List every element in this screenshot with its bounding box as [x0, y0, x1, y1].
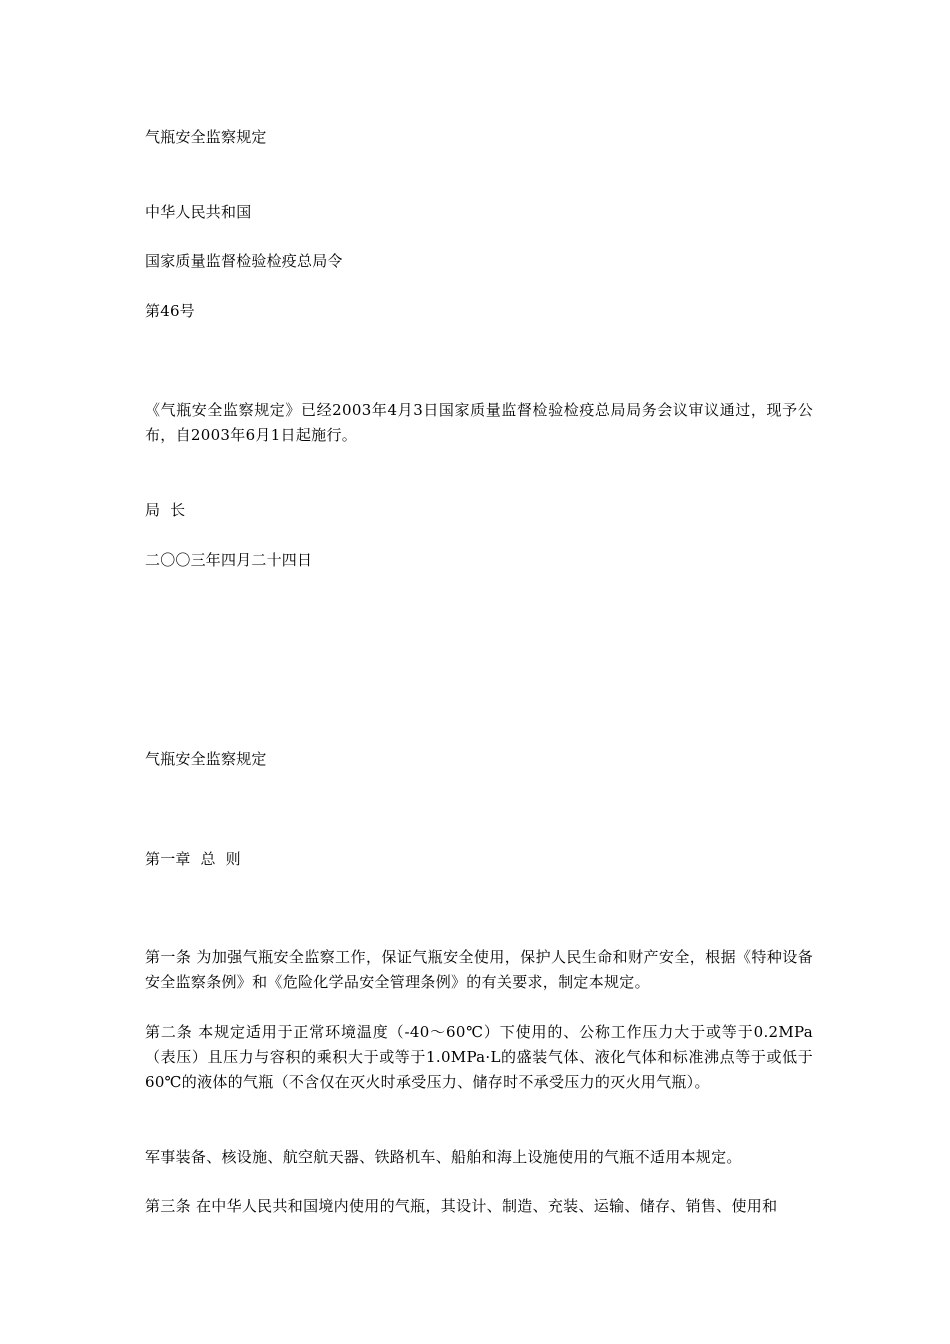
article-2-exclusion: 军事装备、核设施、航空航天器、铁路机车、船舶和海上设施使用的气瓶不适用本规定。	[145, 1148, 742, 1166]
article-1: 第一条 为加强气瓶安全监察工作，保证气瓶安全使用，保护人民生命和财产安全，根据《特种设备安全监察条例》和《危险化学品安全管理条例》的有关要求，制定本规定。	[145, 948, 813, 991]
order-number: 第46号	[145, 302, 195, 320]
body-title: 气瓶安全监察规定	[145, 750, 267, 768]
article-3: 第三条 在中华人民共和国境内使用的气瓶，其设计、制造、充装、运输、储存、销售、使用和	[145, 1197, 778, 1215]
signatory: 局 长	[145, 501, 186, 519]
announcement-paragraph: 《气瓶安全监察规定》已经2003年4月3日国家质量监督检验检疫总局局务会议审议通过，现予公布，自2003年6月1日起施行。	[145, 401, 813, 444]
article-2: 第二条 本规定适用于正常环境温度（-40～60℃）下使用的、公称工作压力大于或等于0.2MPa（表压）且压力与容积的乘积大于或等于1.0MPa·L的盛装气体、液化气体和标准沸点等于或低于60℃的液体的气瓶（不含仅在灭火时承受压力、储存时不承受压力的灭火用气瓶）。	[145, 1023, 813, 1091]
header-title: 气瓶安全监察规定	[145, 128, 267, 146]
chapter-heading: 第一章 总 则	[145, 850, 241, 868]
country-name: 中华人民共和国	[145, 203, 252, 221]
signing-date: 二〇〇三年四月二十四日	[145, 551, 313, 569]
issuer: 国家质量监督检验检疫总局令	[145, 252, 343, 270]
